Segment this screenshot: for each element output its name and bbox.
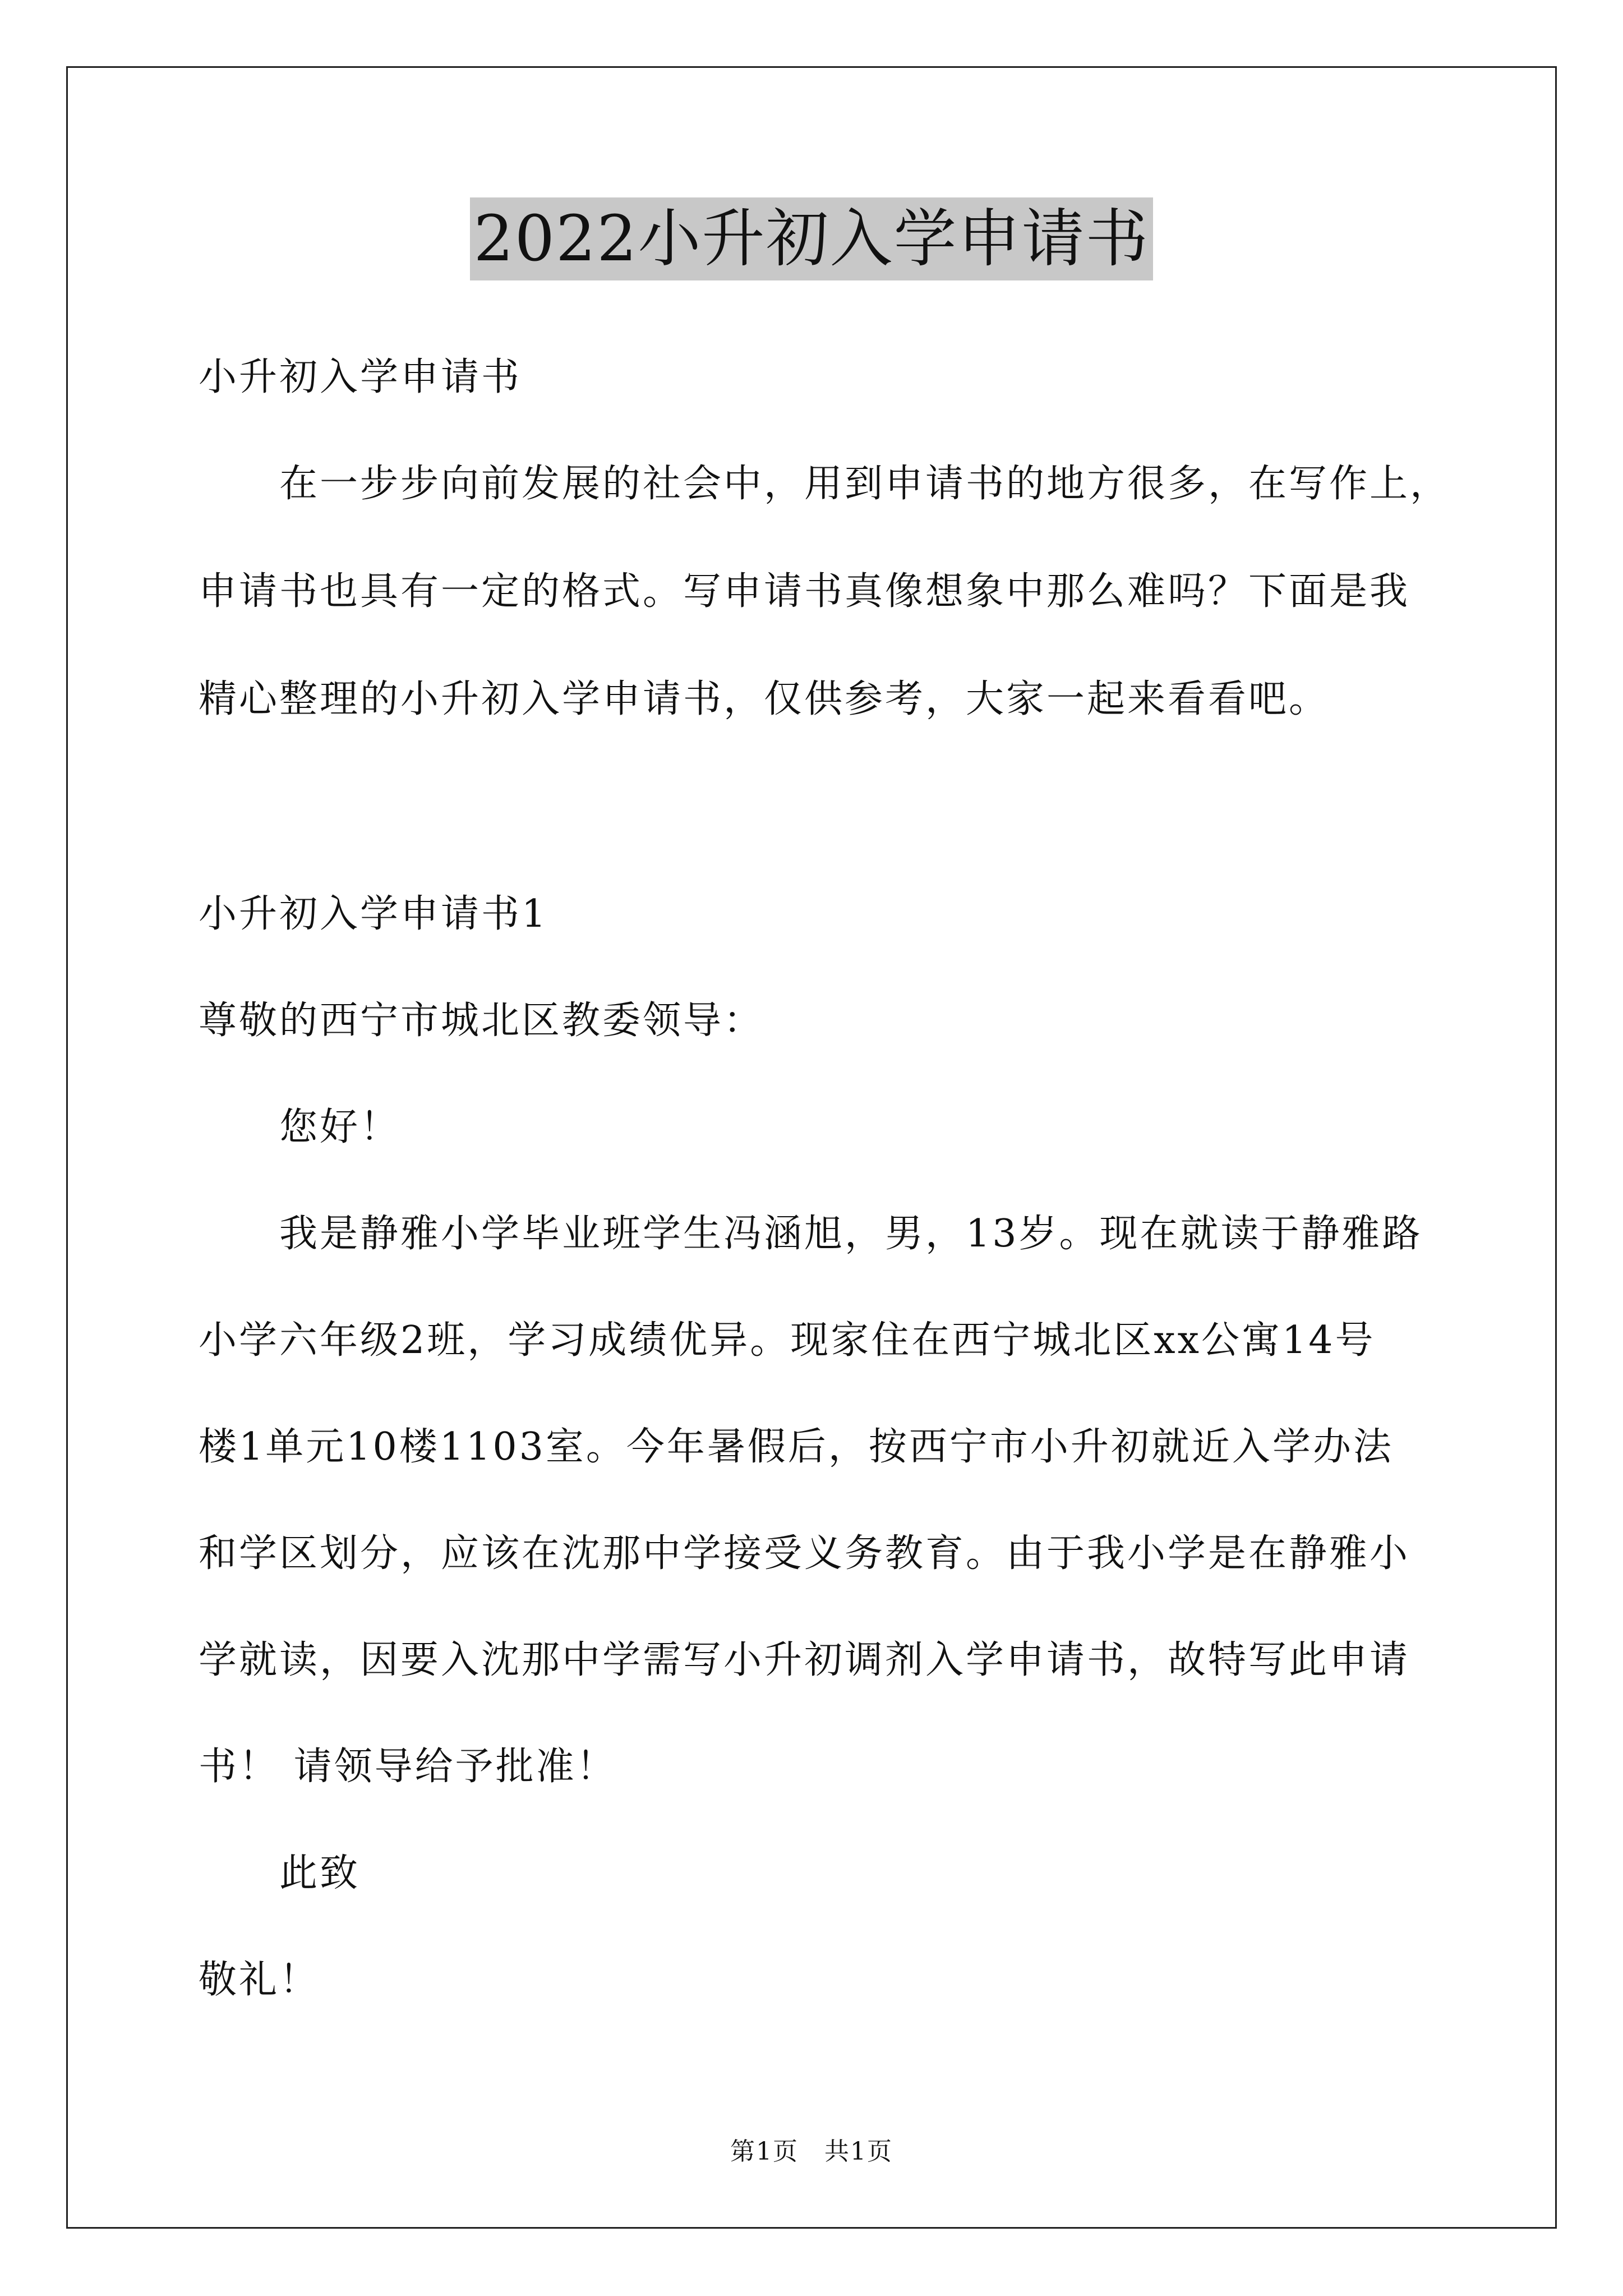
intro-line-1: 在一步步向前发展的社会中，用到申请书的地方很多，在写作上， [279, 462, 1451, 506]
title-container [0, 197, 1623, 280]
body-line-2: 小学六年级2班，学习成绩优异。现家住在西宁城北区xx公寓14号 [199, 1318, 1376, 1363]
closing-line-1: 此致 [279, 1851, 361, 1895]
document-subtitle: 小升初入学申请书 [199, 355, 522, 399]
body-line-6: 书！ 请领导给予批准！ [199, 1745, 617, 1789]
page-number-footer: 第1页 共1页 [730, 2137, 893, 2166]
intro-line-2: 申请书也具有一定的格式。写申请书真像想象中那么难吗？下面是我 [199, 569, 1410, 614]
body-line-4: 和学区划分，应该在沈那中学接受义务教育。由于我小学是在静雅小 [199, 1531, 1410, 1576]
intro-line-3: 精心整理的小升初入学申请书，仅供参考，大家一起来看看吧。 [199, 677, 1330, 721]
document-title: 2022小升初入学申请书 [470, 197, 1152, 280]
body-line-3: 楼1单元10楼1103室。今年暑假后，按西宁市小升初就近入学办法 [199, 1425, 1394, 1469]
section-heading: 小升初入学申请书1 [199, 892, 548, 936]
closing-line-2: 敬礼！ [199, 1958, 320, 2002]
salutation: 尊敬的西宁市城北区教委领导： [199, 999, 764, 1043]
greeting: 您好！ [279, 1105, 401, 1149]
body-line-5: 学就读，因要入沈那中学需写小升初调剂入学申请书，故特写此申请 [199, 1638, 1410, 1682]
body-line-1: 我是静雅小学毕业班学生冯涵旭，男，13岁。现在就读于静雅路 [279, 1212, 1423, 1256]
